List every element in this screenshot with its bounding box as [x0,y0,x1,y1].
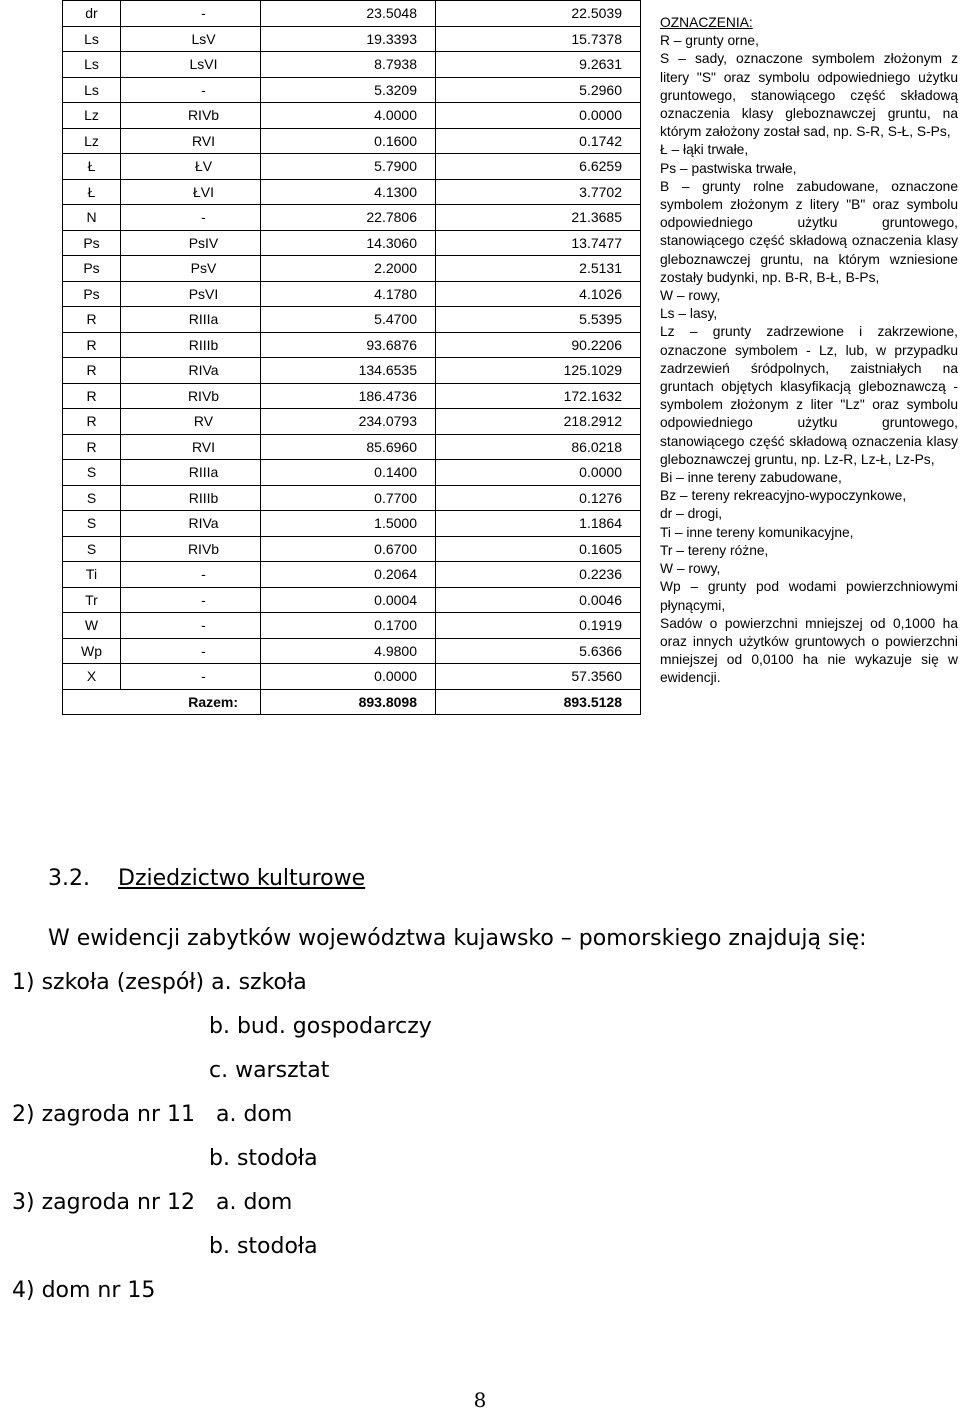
table-row [63,485,641,511]
legend-items [660,32,958,687]
cell-area-2: 9.2631 [436,52,641,78]
legend-item: Bz – tereny rekreacyjno-wypoczynkowe, [660,488,907,504]
table-row [63,52,641,78]
legend-item: B – grunty rolne zabudowane, oznaczone symbolem złożonym z litery "B" oraz symbolu odpowiedniego użytku gruntowego, stanowiącego część składową oznaczenia klasy gleboznawczej gruntu, na którym wzniesione zostały budynki, np. B-R, B-Ł, B-Ps, [660,178,958,285]
cell-soil-class: RIIIa [121,307,261,333]
cell-soil-class: PsVI [121,281,261,307]
cell-soil-class: RIVb [121,103,261,129]
cell-use-type: S [63,536,121,562]
table-row [63,154,641,180]
cell-area-2: 172.1632 [436,383,641,409]
cell-soil-class: - [121,77,261,103]
cell-area-1: 4.1780 [261,281,436,307]
cell-use-type: N [63,205,121,231]
heritage-item-1c: c. warsztat [209,1058,330,1083]
table-row [63,26,641,52]
land-use-table-body [63,1,641,715]
cell-area-2: 0.0000 [436,460,641,486]
cell-area-1: 85.6960 [261,434,436,460]
cell-use-type: R [63,409,121,435]
table-row [63,205,641,231]
cell-area-2: 21.3685 [436,205,641,231]
cell-area-2: 2.5131 [436,256,641,282]
cell-area-1: 4.9800 [261,638,436,664]
cell-area-1: 186.4736 [261,383,436,409]
cell-area-1: 2.2000 [261,256,436,282]
cell-use-type: R [63,434,121,460]
heritage-item-1b: b. bud. gospodarczy [209,1014,432,1039]
cell-soil-class: RV [121,409,261,435]
cell-area-1: 0.2064 [261,562,436,588]
cell-use-type: S [63,485,121,511]
cell-area-2: 4.1026 [436,281,641,307]
table-row [63,587,641,613]
cell-soil-class: RVI [121,128,261,154]
heritage-item-3: 3) zagroda nr 12 a. dom [12,1190,293,1215]
cell-soil-class: LsV [121,26,261,52]
cell-area-2: 0.2236 [436,562,641,588]
total-label: Razem: [63,689,261,715]
section-heading [48,866,365,891]
heritage-item-3b: b. stodoła [209,1234,318,1259]
cell-area-1: 134.6535 [261,358,436,384]
cell-soil-class: RIVa [121,358,261,384]
cell-soil-class: RIVa [121,511,261,537]
cell-area-1: 19.3393 [261,26,436,52]
table-row [63,307,641,333]
cell-soil-class: ŁV [121,154,261,180]
cell-area-1: 5.3209 [261,77,436,103]
legend-item: W – rowy, [660,561,721,577]
table-row [63,562,641,588]
legend-item: W – rowy, [660,288,721,304]
table-row [63,409,641,435]
cell-area-2: 0.1276 [436,485,641,511]
section-title: Dziedzictwo kulturowe [118,866,366,891]
cell-area-1: 1.5000 [261,511,436,537]
cell-area-2: 15.7378 [436,26,641,52]
cell-area-2: 0.0000 [436,103,641,129]
cell-soil-class: - [121,613,261,639]
legend-item: S – sady, oznaczone symbolem złożonym z litery "S" oraz symbolu odpowiedniego użytku gruntowego, stanowiącego część składową oznaczenia klasy gleboznawczej gruntu, na którym założony został sad, np. S-R, S-Ł, S-Ps, [660,51,958,140]
cell-soil-class: RIVb [121,383,261,409]
cell-use-type: Ps [63,281,121,307]
cell-soil-class: RIIIa [121,460,261,486]
cell-soil-class: ŁVI [121,179,261,205]
table-row [63,128,641,154]
table-row [63,230,641,256]
table-row [63,358,641,384]
cell-area-2: 13.7477 [436,230,641,256]
table-row [63,383,641,409]
cell-area-2: 5.2960 [436,77,641,103]
cell-area-2: 0.1919 [436,613,641,639]
cell-area-1: 14.3060 [261,230,436,256]
cell-use-type: Ł [63,179,121,205]
table-row [63,179,641,205]
cell-area-2: 218.2912 [436,409,641,435]
cell-soil-class: - [121,205,261,231]
cell-use-type: R [63,358,121,384]
cell-soil-class: RIVb [121,536,261,562]
total-area-1: 893.8098 [261,689,436,715]
legend-item: R – grunty orne, [660,33,759,49]
section-number: 3.2. [48,866,90,891]
cell-use-type: R [63,307,121,333]
cell-soil-class: RIIIb [121,485,261,511]
cell-use-type: Ti [63,562,121,588]
cell-area-2: 86.0218 [436,434,641,460]
legend-item: Ti – inne tereny komunikacyjne, [660,524,854,540]
page-number: 8 [473,1388,487,1412]
table-row [63,256,641,282]
cell-use-type: W [63,613,121,639]
cell-area-2: 5.6366 [436,638,641,664]
legend-item: Ps – pastwiska trwałe, [660,160,797,176]
cell-use-type: Ls [63,26,121,52]
cell-area-2: 3.7702 [436,179,641,205]
table-row [63,664,641,690]
table-row [63,1,641,27]
cell-area-2: 125.1029 [436,358,641,384]
cell-area-1: 4.1300 [261,179,436,205]
cell-area-2: 0.0046 [436,587,641,613]
cell-area-1: 22.7806 [261,205,436,231]
table-row [63,638,641,664]
cell-area-1: 0.7700 [261,485,436,511]
legend-item: Ł – łąki trwałe, [660,142,749,158]
heritage-item-4: 4) dom nr 15 [12,1278,156,1303]
heritage-item-2: 2) zagroda nr 11 a. dom [12,1102,293,1127]
cell-area-1: 93.6876 [261,332,436,358]
cell-use-type: dr [63,1,121,27]
cell-use-type: R [63,383,121,409]
cell-use-type: R [63,332,121,358]
cell-area-2: 1.1864 [436,511,641,537]
legend-heading: OZNACZENIA: [660,15,753,30]
cell-area-1: 234.0793 [261,409,436,435]
table-row [63,281,641,307]
cell-area-1: 23.5048 [261,1,436,27]
cell-area-1: 0.1400 [261,460,436,486]
table-row [63,536,641,562]
cell-area-1: 0.1700 [261,613,436,639]
cell-area-1: 4.0000 [261,103,436,129]
table-row [63,332,641,358]
cell-area-2: 5.5395 [436,307,641,333]
cell-area-2: 0.1605 [436,536,641,562]
cell-area-2: 0.1742 [436,128,641,154]
cell-use-type: Ps [63,230,121,256]
cell-soil-class: PsV [121,256,261,282]
cell-soil-class: - [121,664,261,690]
table-row [63,434,641,460]
cell-use-type: Ls [63,77,121,103]
heritage-intro: W ewidencji zabytków województwa kujawsko – pomorskiego znajdują się: [48,926,867,951]
legend-item: Ls – lasy, [660,306,718,322]
legend-item: Tr – tereny różne, [660,542,769,558]
legend-notes [660,14,958,688]
cell-soil-class: - [121,562,261,588]
legend-item: Lz – grunty zadrzewione i zakrzewione, oznaczone symbolem - Lz, lub, w przypadku zadrzewień śródpolnych, zaistniałych na gruntach objętych klasyfikacją gleboznawczą - symbolem złożonym z liter "Lz" oraz symbolu odpowiedniego użytku gruntowego, stanowiącego część składową oznaczenia klasy gleboznawczej gruntu, np. Lz-R, Lz-Ł, Lz-Ps, [660,324,958,467]
cell-use-type: X [63,664,121,690]
cell-soil-class: RVI [121,434,261,460]
land-use-table [62,0,641,715]
cell-use-type: Ls [63,52,121,78]
cell-area-1: 0.0000 [261,664,436,690]
heritage-item-1: 1) szkoła (zespół) a. szkoła [12,970,307,995]
cell-use-type: Ps [63,256,121,282]
cell-soil-class: - [121,638,261,664]
cell-use-type: Lz [63,128,121,154]
cell-area-1: 0.6700 [261,536,436,562]
table-row [63,613,641,639]
legend-item: Sadów o powierzchni mniejszej od 0,1000 ha oraz innych użytków gruntowych o powierzchni mniejszej od 0,0100 ha nie wykazuje się w ewidencji. [660,615,958,686]
cell-area-1: 0.1600 [261,128,436,154]
total-area-2: 893.5128 [436,689,641,715]
cell-soil-class: RIIIb [121,332,261,358]
cell-soil-class: - [121,1,261,27]
cell-area-2: 57.3560 [436,664,641,690]
cell-area-1: 5.7900 [261,154,436,180]
cell-area-2: 22.5039 [436,1,641,27]
cell-use-type: S [63,460,121,486]
cell-area-1: 0.0004 [261,587,436,613]
table-row [63,460,641,486]
cell-soil-class: PsIV [121,230,261,256]
cell-use-type: S [63,511,121,537]
cell-area-2: 6.6259 [436,154,641,180]
cell-area-2: 90.2206 [436,332,641,358]
legend-item: Wp – grunty pod wodami powierzchniowymi płynącymi, [660,579,958,613]
table-row [63,511,641,537]
cell-use-type: Tr [63,587,121,613]
cell-soil-class: - [121,587,261,613]
heritage-item-2b: b. stodoła [209,1146,318,1171]
legend-item: Bi – inne tereny zabudowane, [660,470,842,486]
table-row [63,77,641,103]
cell-use-type: Lz [63,103,121,129]
cell-area-1: 5.4700 [261,307,436,333]
legend-item: dr – drogi, [660,506,723,522]
cell-area-1: 8.7938 [261,52,436,78]
table-row [63,103,641,129]
cell-soil-class: LsVI [121,52,261,78]
cell-use-type: Wp [63,638,121,664]
table-total-row [63,689,641,715]
cell-use-type: Ł [63,154,121,180]
